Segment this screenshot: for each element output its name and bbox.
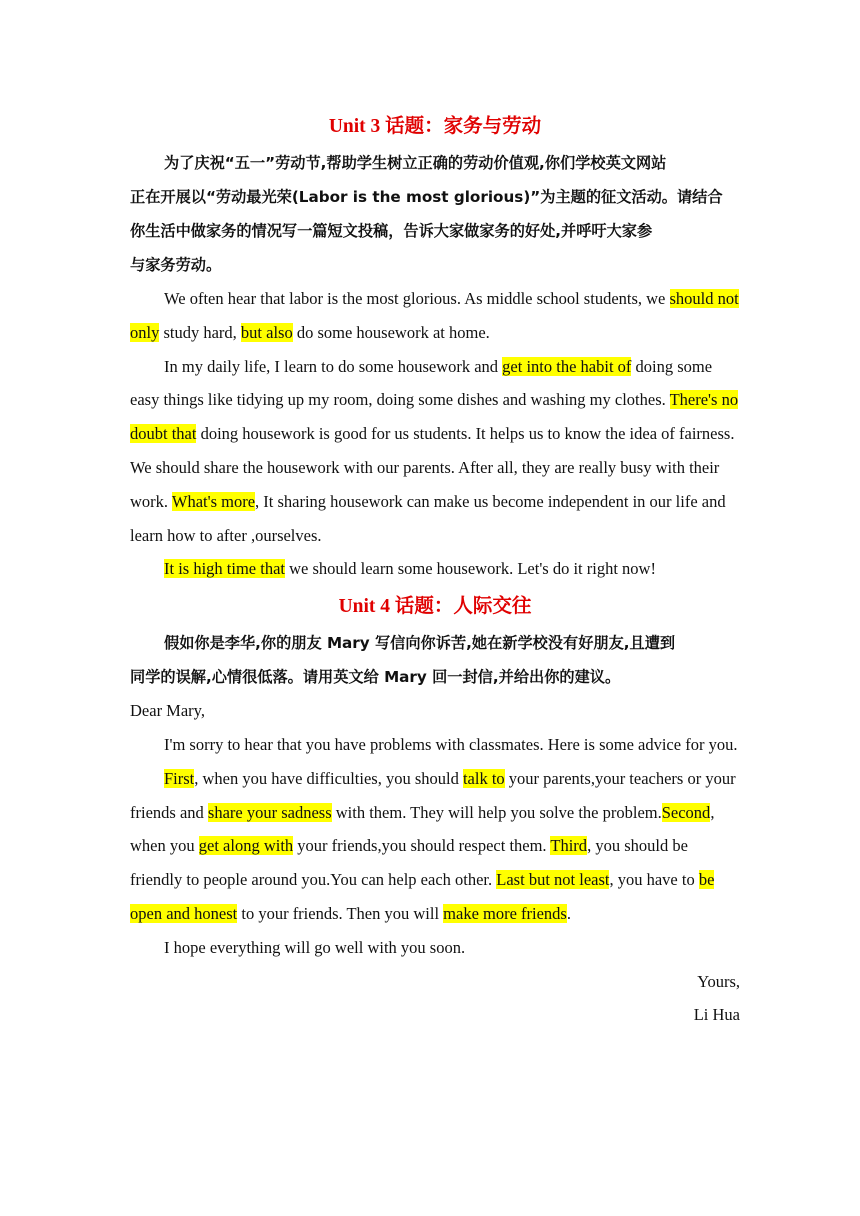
unit3-prompt-line-1: 为了庆祝“五一”劳动节,帮助学生树立正确的劳动价值观,你们学校英文网站	[164, 154, 667, 172]
text-run: 回一封信,并给出你的建议。	[426, 668, 621, 687]
highlight-phrase: Last but not least	[496, 870, 610, 890]
unit3-paragraph-3	[130, 552, 740, 586]
text-run: we should learn some housework. Let's do it right now!	[285, 559, 656, 579]
letter-signoff: Yours,	[697, 971, 740, 991]
highlight-phrase: There's no doubt that	[130, 390, 739, 444]
highlight-phrase: get along with	[198, 836, 294, 856]
letter-signature: Li Hua	[693, 1005, 740, 1025]
highlight-phrase: should not only	[130, 289, 739, 342]
text-run: Mary	[384, 668, 427, 687]
highlight-phrase: It is high time that	[164, 559, 285, 579]
letter-body	[130, 762, 740, 931]
text-run: doing housework is good for us students. It helps us to know the idea of fairness. We should share the housework with our parents. After all, they are really busy with their work.	[130, 424, 735, 511]
unit3-prompt-line-2: 正在开展以“劳动最光荣(Labor is the most glorious)”为主题的征文活动。请结合	[130, 188, 723, 206]
highlight-phrase: but also	[240, 322, 293, 342]
highlight-phrase: be open and honest	[130, 870, 715, 923]
text-run: , when you	[130, 802, 715, 856]
letter-intro: I'm sorry to hear that you have problems with classmates. Here is some advice for you.	[164, 734, 738, 754]
text-run: your parents,your teachers or your friends and	[130, 768, 736, 822]
text-run: your friends,you should respect them.	[293, 836, 551, 856]
text-run: In my daily life, I learn to do some housework and	[164, 356, 503, 376]
text-run: , It sharing housework can make us become independent in our life and learn how to after ,ourselves.	[130, 491, 726, 545]
unit3-paragraph-2	[130, 350, 740, 553]
unit3-prompt-line-4: 与家务劳动。	[130, 256, 222, 274]
unit3-heading-text: Unit 3 话题：家务与劳动	[328, 116, 542, 137]
text-run: 写信向你诉苦,她在新学校没有好朋友,且遭到	[369, 634, 676, 653]
highlight-phrase: What's more	[171, 491, 256, 511]
highlight-phrase: share your sadness	[207, 802, 332, 822]
highlight-phrase: First	[164, 768, 195, 788]
unit4-heading-text: Unit 4 话题：人际交往	[338, 596, 532, 618]
unit3-paragraph-1	[130, 282, 740, 350]
unit4-prompt-line-2	[130, 660, 740, 694]
text-run: .	[566, 903, 571, 923]
highlight-phrase: get into the habit of	[502, 356, 632, 376]
unit4-prompt	[130, 626, 740, 694]
unit3-prompt	[130, 146, 740, 282]
text-run: doing some easy things like tidying up my room, doing some dishes and washing my clothes.	[130, 356, 713, 410]
text-run: We often hear that labor is the most glorious. As middle school students, we	[164, 289, 670, 308]
highlight-phrase: talk to	[462, 768, 505, 788]
unit4-heading	[130, 592, 740, 622]
document-content	[130, 112, 740, 1032]
highlight-phrase: Third	[550, 836, 588, 856]
letter-closing: I hope everything will go well with you soon.	[164, 937, 466, 957]
text-run: , you should be friendly to people around you.You can help each other.	[130, 836, 688, 890]
letter-salutation: Dear Mary,	[130, 701, 205, 721]
text-run: to your friends. Then you will	[237, 903, 444, 923]
text-run: Mary	[326, 634, 370, 653]
text-run: 同学的误解,心情很低落。请用英文给	[130, 668, 385, 687]
unit4-prompt-line-1	[130, 626, 740, 660]
text-run: study hard,	[159, 322, 241, 342]
text-run: , when you have difficulties, you should	[194, 768, 463, 788]
text-run: do some housework at home.	[292, 322, 490, 342]
text-run: , you have to	[609, 870, 699, 890]
text-run: 假如你是李华,你的朋友	[164, 634, 327, 653]
highlight-phrase: make more friends	[443, 903, 567, 923]
text-run: with them. They will help you solve the problem.	[331, 802, 662, 822]
unit3-prompt-line-3: 你生活中做家务的情况写一篇短文投稿，告诉大家做家务的好处,并呼吁大家参	[130, 222, 653, 240]
unit3-heading	[130, 112, 740, 142]
highlight-phrase: Second	[661, 802, 711, 822]
